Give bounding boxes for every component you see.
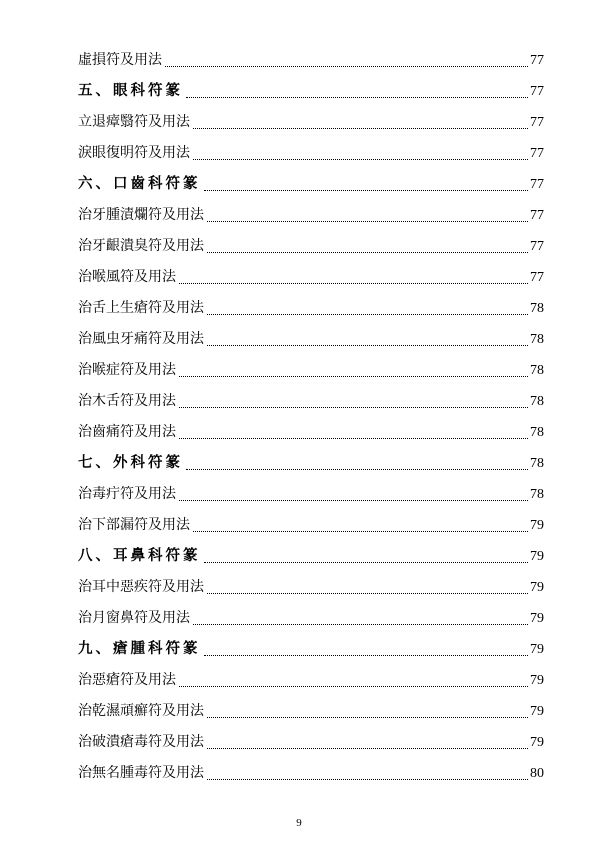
toc-entry (78, 479, 544, 510)
toc-entry-page: 77 (530, 208, 544, 223)
toc-entry-title: 治乾濕頑癬符及用法 (78, 703, 204, 719)
toc-entry-page: 78 (530, 487, 544, 502)
toc-section-heading (78, 634, 544, 665)
toc-entry (78, 417, 544, 448)
toc-entry-page: 79 (530, 673, 544, 688)
toc-entry (78, 324, 544, 355)
toc-entry-page: 77 (530, 239, 544, 254)
toc-entry-title: 治齒痛符及用法 (78, 424, 176, 440)
toc-entry-page: 79 (530, 580, 544, 595)
toc-entry-page: 78 (530, 332, 544, 347)
dot-leader (204, 561, 529, 563)
toc-entry-title: 八、耳鼻科符篆 (78, 548, 201, 564)
toc-section-heading (78, 541, 544, 572)
toc-entry-page: 79 (530, 642, 544, 657)
toc-entry-page: 78 (530, 363, 544, 378)
toc-entry-page: 80 (530, 766, 544, 781)
toc-entry-title: 治耳中惡疾符及用法 (78, 579, 204, 595)
toc-section-heading (78, 448, 544, 479)
dot-leader (204, 189, 529, 191)
toc-entry-title: 九、瘡腫科符篆 (78, 641, 201, 657)
dot-leader (207, 747, 528, 749)
dot-leader (179, 437, 528, 439)
toc-entry-page: 79 (530, 735, 544, 750)
dot-leader (204, 654, 529, 656)
toc-entry-title: 治舌上生瘡符及用法 (78, 300, 204, 316)
toc-entry-title: 立退瘴翳符及用法 (78, 114, 190, 130)
toc-entry-title: 治牙腫漬爛符及用法 (78, 207, 204, 223)
toc-entry-title: 五、眼科符篆 (78, 83, 183, 99)
toc-entry (78, 262, 544, 293)
dot-leader (193, 127, 528, 129)
dot-leader (165, 65, 528, 67)
toc-entry-page: 77 (530, 146, 544, 161)
dot-leader (207, 251, 528, 253)
dot-leader (207, 592, 528, 594)
toc-entry (78, 231, 544, 262)
dot-leader (207, 220, 528, 222)
toc-entry (78, 386, 544, 417)
toc-section-heading (78, 169, 544, 200)
toc-entry-title: 治惡瘡符及用法 (78, 672, 176, 688)
toc-entry-page: 77 (530, 53, 544, 68)
toc-entry-page: 78 (530, 301, 544, 316)
toc-entry-page: 77 (530, 270, 544, 285)
dot-leader (193, 158, 528, 160)
toc-entry (78, 355, 544, 386)
dot-leader (179, 499, 528, 501)
dot-leader (186, 96, 528, 98)
toc-entry-title: 治月窗鼻符及用法 (78, 610, 190, 626)
toc-entry (78, 572, 544, 603)
toc-entry-page: 77 (530, 115, 544, 130)
dot-leader (207, 344, 528, 346)
dot-leader (193, 623, 528, 625)
toc-entry-title: 七、外科符篆 (78, 455, 183, 471)
dot-leader (207, 716, 528, 718)
toc-entry-title: 治毒疔符及用法 (78, 486, 176, 502)
toc-entry-title: 治木舌符及用法 (78, 393, 176, 409)
toc-entry (78, 603, 544, 634)
toc-entry-page: 77 (530, 84, 544, 99)
toc-entry-page: 77 (530, 177, 544, 192)
toc-entry-title: 治喉風符及用法 (78, 269, 176, 285)
dot-leader (179, 282, 528, 284)
dot-leader (179, 406, 528, 408)
toc-entry-title: 治風虫牙痛符及用法 (78, 331, 204, 347)
toc-entry (78, 45, 544, 76)
toc-entry (78, 696, 544, 727)
toc-entry-title: 治破潰瘡毒符及用法 (78, 734, 204, 750)
toc-entry-title: 六、口齒科符篆 (78, 176, 201, 192)
dot-leader (193, 530, 528, 532)
toc-entry (78, 107, 544, 138)
toc-entry (78, 293, 544, 324)
page-number: 9 (296, 817, 302, 829)
toc-entry (78, 665, 544, 696)
toc-entry-page: 78 (530, 394, 544, 409)
toc-entry-page: 78 (530, 456, 544, 471)
toc-entry (78, 138, 544, 169)
dot-leader (207, 778, 528, 780)
toc-entry-title: 淚眼復明符及用法 (78, 145, 190, 161)
toc-section-heading (78, 76, 544, 107)
toc-entry-page: 79 (530, 611, 544, 626)
toc-entry-page: 78 (530, 425, 544, 440)
table-of-contents (78, 45, 544, 789)
toc-entry-page: 79 (530, 518, 544, 533)
toc-entry-page: 79 (530, 549, 544, 564)
dot-leader (207, 313, 528, 315)
toc-entry (78, 727, 544, 758)
toc-entry-page: 79 (530, 704, 544, 719)
dot-leader (186, 468, 528, 470)
toc-entry (78, 510, 544, 541)
toc-entry-title: 治下部漏符及用法 (78, 517, 190, 533)
toc-entry-title: 虛損符及用法 (78, 52, 162, 68)
dot-leader (179, 685, 528, 687)
toc-entry-title: 治喉症符及用法 (78, 362, 176, 378)
dot-leader (179, 375, 528, 377)
toc-entry-title: 治無名腫毒符及用法 (78, 765, 204, 781)
toc-entry (78, 758, 544, 789)
toc-entry (78, 200, 544, 231)
toc-entry-title: 治牙齦潰臭符及用法 (78, 238, 204, 254)
